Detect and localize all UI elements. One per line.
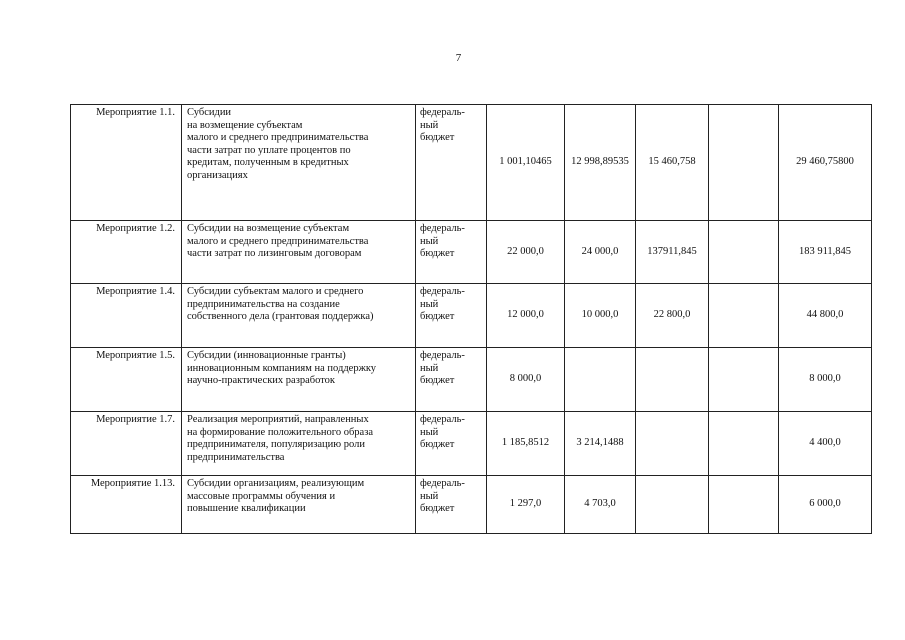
amount-cell: 15 460,758 (636, 105, 709, 221)
budget-table (70, 104, 872, 534)
funding-source-line: ный (420, 119, 439, 131)
table-row (71, 105, 872, 221)
table-row (71, 284, 872, 348)
funding-source-cell (416, 221, 487, 284)
funding-source-cell (416, 412, 487, 476)
funding-source-line: бюджет (420, 503, 455, 514)
funding-source-line: ный (420, 235, 439, 247)
amount-cell (709, 348, 779, 412)
amount-cell: 137911,845 (636, 221, 709, 284)
event-id-cell: Мероприятие 1.1. (71, 105, 182, 221)
amount-cell (709, 284, 779, 348)
event-id-cell: Мероприятие 1.13. (71, 476, 182, 534)
amount-cell: 24 000,0 (565, 221, 636, 284)
total-value-cell: 183 911,845 (779, 221, 872, 284)
funding-source-line: ный (420, 362, 439, 374)
funding-source-line: бюджет (420, 132, 455, 143)
funding-source-line: федераль- (420, 350, 465, 361)
amount-cell: 12 998,89535 (565, 105, 636, 221)
event-id-cell: Мероприятие 1.5. (71, 348, 182, 412)
amount-cell (709, 105, 779, 221)
amount-cell: 3 214,1488 (565, 412, 636, 476)
funding-source-line: бюджет (420, 311, 455, 322)
funding-source-cell (416, 284, 487, 348)
funding-source-line: ный (420, 426, 439, 438)
funding-source-line: федераль- (420, 107, 465, 118)
event-name-cell: Субсидии организациям, реализующим массовые программы обучения и повышение квалификации (182, 476, 416, 534)
amount-cell: 1 297,0 (487, 476, 565, 534)
event-name-cell: Субсидии на возмещение субъектам малого и среднего предпринимательства части затрат по лизинговым договорам (182, 221, 416, 284)
table-row (71, 476, 872, 534)
event-id-cell: Мероприятие 1.4. (71, 284, 182, 348)
page-number: 7 (455, 52, 462, 64)
event-name-cell: Субсидии на возмещение субъектам малого и среднего предпринимательства части затрат по уплате процентов по кредитам, полученным в кредитных организациях (182, 105, 416, 221)
funding-source-line: бюджет (420, 375, 455, 386)
amount-cell (636, 412, 709, 476)
funding-source-line: бюджет (420, 248, 455, 259)
funding-source-line: федераль- (420, 223, 465, 234)
amount-cell: 10 000,0 (565, 284, 636, 348)
amount-cell: 4 703,0 (565, 476, 636, 534)
funding-source-line: бюджет (420, 439, 455, 450)
total-value-cell: 44 800,0 (779, 284, 872, 348)
amount-cell (636, 476, 709, 534)
amount-cell (709, 221, 779, 284)
total-value-cell: 8 000,0 (779, 348, 872, 412)
amount-cell: 1 185,8512 (487, 412, 565, 476)
table-row (71, 348, 872, 412)
funding-source-cell (416, 105, 487, 221)
total-value-cell: 4 400,0 (779, 412, 872, 476)
amount-cell (709, 412, 779, 476)
funding-source-cell (416, 476, 487, 534)
amount-cell (636, 348, 709, 412)
event-id-cell: Мероприятие 1.2. (71, 221, 182, 284)
table-body (71, 105, 872, 534)
amount-cell: 8 000,0 (487, 348, 565, 412)
event-name-cell: Субсидии субъектам малого и среднего предпринимательства на создание собственного дела (грантовая поддержка) (182, 284, 416, 348)
funding-source-line: ный (420, 490, 439, 502)
total-value-cell: 29 460,75800 (779, 105, 872, 221)
event-name-cell: Субсидии (инновационные гранты) инновационным компаниям на поддержку научно-практических разработок (182, 348, 416, 412)
total-value-cell: 6 000,0 (779, 476, 872, 534)
funding-source-line: федераль- (420, 286, 465, 297)
amount-cell: 12 000,0 (487, 284, 565, 348)
funding-source-line: федераль- (420, 414, 465, 425)
funding-source-line: федераль- (420, 478, 465, 489)
amount-cell (709, 476, 779, 534)
funding-source-line: ный (420, 298, 439, 310)
amount-cell: 1 001,10465 (487, 105, 565, 221)
funding-source-cell (416, 348, 487, 412)
table-row (71, 221, 872, 284)
event-id-cell: Мероприятие 1.7. (71, 412, 182, 476)
amount-cell (565, 348, 636, 412)
amount-cell: 22 000,0 (487, 221, 565, 284)
table-row (71, 412, 872, 476)
amount-cell: 22 800,0 (636, 284, 709, 348)
event-name-cell: Реализация мероприятий, направленных на формирование положительного образа предпринимателя, популяризацию роли предпринимательства (182, 412, 416, 476)
